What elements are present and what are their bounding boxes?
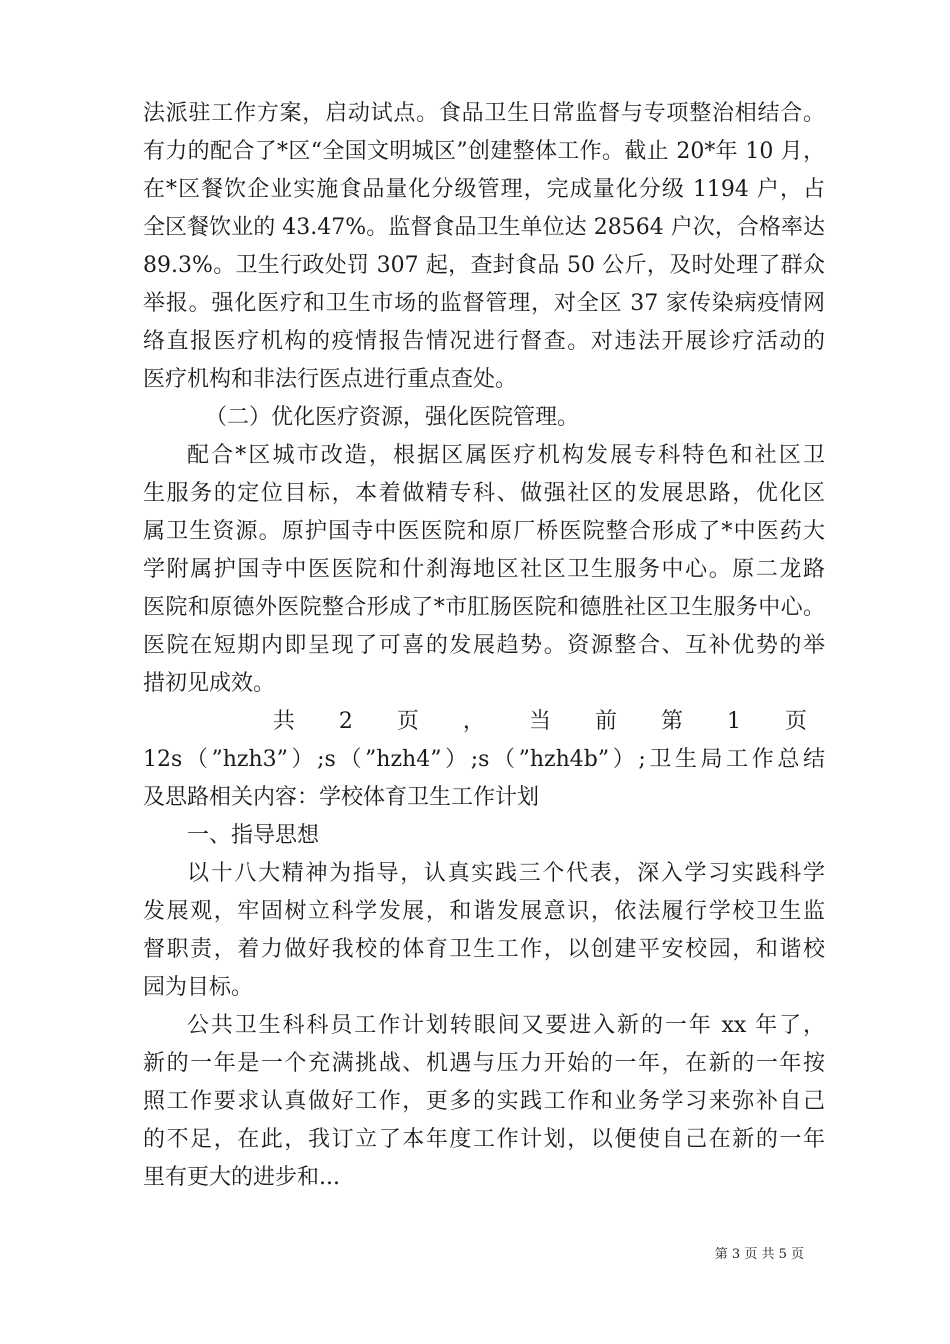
page-counter-token: 共 [272, 709, 295, 734]
page-counter-token: 当 [528, 709, 551, 734]
paragraph-line: 督职责，着力做好我校的体育卫生工作，以创建平安校园，和谐校 [143, 937, 825, 962]
paragraph-line: 全区餐饮业的 43.47%。监督食品卫生单位达 28564 户次，合格率达 [143, 215, 825, 240]
paragraph-line: 有力的配合了*区“全国文明城区”创建整体工作。截止 20*年 10 月， [143, 139, 825, 164]
page-counter-token: 前 [594, 709, 617, 734]
paragraph-line: 12s（”hzh3”）;s（”hzh4”）;s（”hzh4b”）;卫生局工作总结 [143, 747, 825, 772]
paragraph-line: 举报。强化医疗和卫生市场的监督管理，对全区 37 家传染病疫情网 [143, 291, 825, 316]
paragraph-line: 措初见成效。 [143, 671, 276, 696]
page-counter-token: 第 [660, 709, 683, 734]
paragraph-line: 以十八大精神为指导，认真实践三个代表，深入学习实践科学 [187, 861, 825, 886]
paragraph-line: 的不足，在此，我订立了本年度工作计划，以便使自己在新的一年 [143, 1127, 825, 1152]
paragraph-line: 89.3%。卫生行政处罚 307 起，查封食品 50 公斤，及时处理了群众 [143, 253, 825, 278]
paragraph-line: 医院和原德外医院整合形成了*市肛肠医院和德胜社区卫生服务中心。 [143, 595, 825, 620]
section-heading: （二）优化医疗资源，强化医院管理。 [205, 405, 580, 430]
page-counter-token: 2 [338, 709, 353, 734]
page-counter [143, 706, 825, 738]
page-counter-token: ， [462, 709, 485, 734]
paragraph-line: 医院在短期内即呈现了可喜的发展趋势。资源整合、互补优势的举 [143, 633, 825, 658]
paragraph-line: 医疗机构和非法行医点进行重点查处。 [143, 367, 518, 392]
paragraph-line: 络直报医疗机构的疫情报告情况进行督查。对违法开展诊疗活动的 [143, 329, 825, 354]
paragraph-line: 学附属护国寺中医医院和什刹海地区社区卫生服务中心。原二龙路 [143, 557, 825, 582]
page-footer: 第 3 页 共 5 页 [714, 1247, 804, 1262]
page-counter-token: 页 [396, 709, 419, 734]
paragraph-line: 公共卫生科科员工作计划转眼间又要进入新的一年 xx 年了， [187, 1013, 825, 1038]
document-body [143, 98, 825, 1200]
paragraph-line: 属卫生资源。原护国寺中医医院和原厂桥医院整合形成了*中医药大 [143, 519, 825, 544]
paragraph-line: 配合*区城市改造，根据区属医疗机构发展专科特色和社区卫 [187, 443, 825, 468]
page-counter-token: 页 [784, 709, 807, 734]
section-heading: 一、指导思想 [187, 823, 320, 848]
paragraph-line: 里有更大的进步和... [143, 1165, 340, 1190]
paragraph-line: 生服务的定位目标，本着做精专科、做强社区的发展思路，优化区 [143, 481, 825, 506]
paragraph-line: 照工作要求认真做好工作，更多的实践工作和业务学习来弥补自己 [143, 1089, 825, 1114]
page-counter-token: 1 [726, 709, 741, 734]
paragraph-line: 法派驻工作方案，启动试点。食品卫生日常监督与专项整治相结合。 [143, 101, 825, 126]
paragraph-line: 新的一年是一个充满挑战、机遇与压力开始的一年，在新的一年按 [143, 1051, 825, 1076]
paragraph-line: 及思路相关内容：学校体育卫生工作计划 [143, 785, 540, 810]
paragraph-line: 发展观，牢固树立科学发展，和谐发展意识，依法履行学校卫生监 [143, 899, 825, 924]
paragraph-line: 在*区餐饮企业实施食品量化分级管理，完成量化分级 1194 户，占 [143, 177, 825, 202]
paragraph-line: 园为目标。 [143, 975, 254, 1000]
